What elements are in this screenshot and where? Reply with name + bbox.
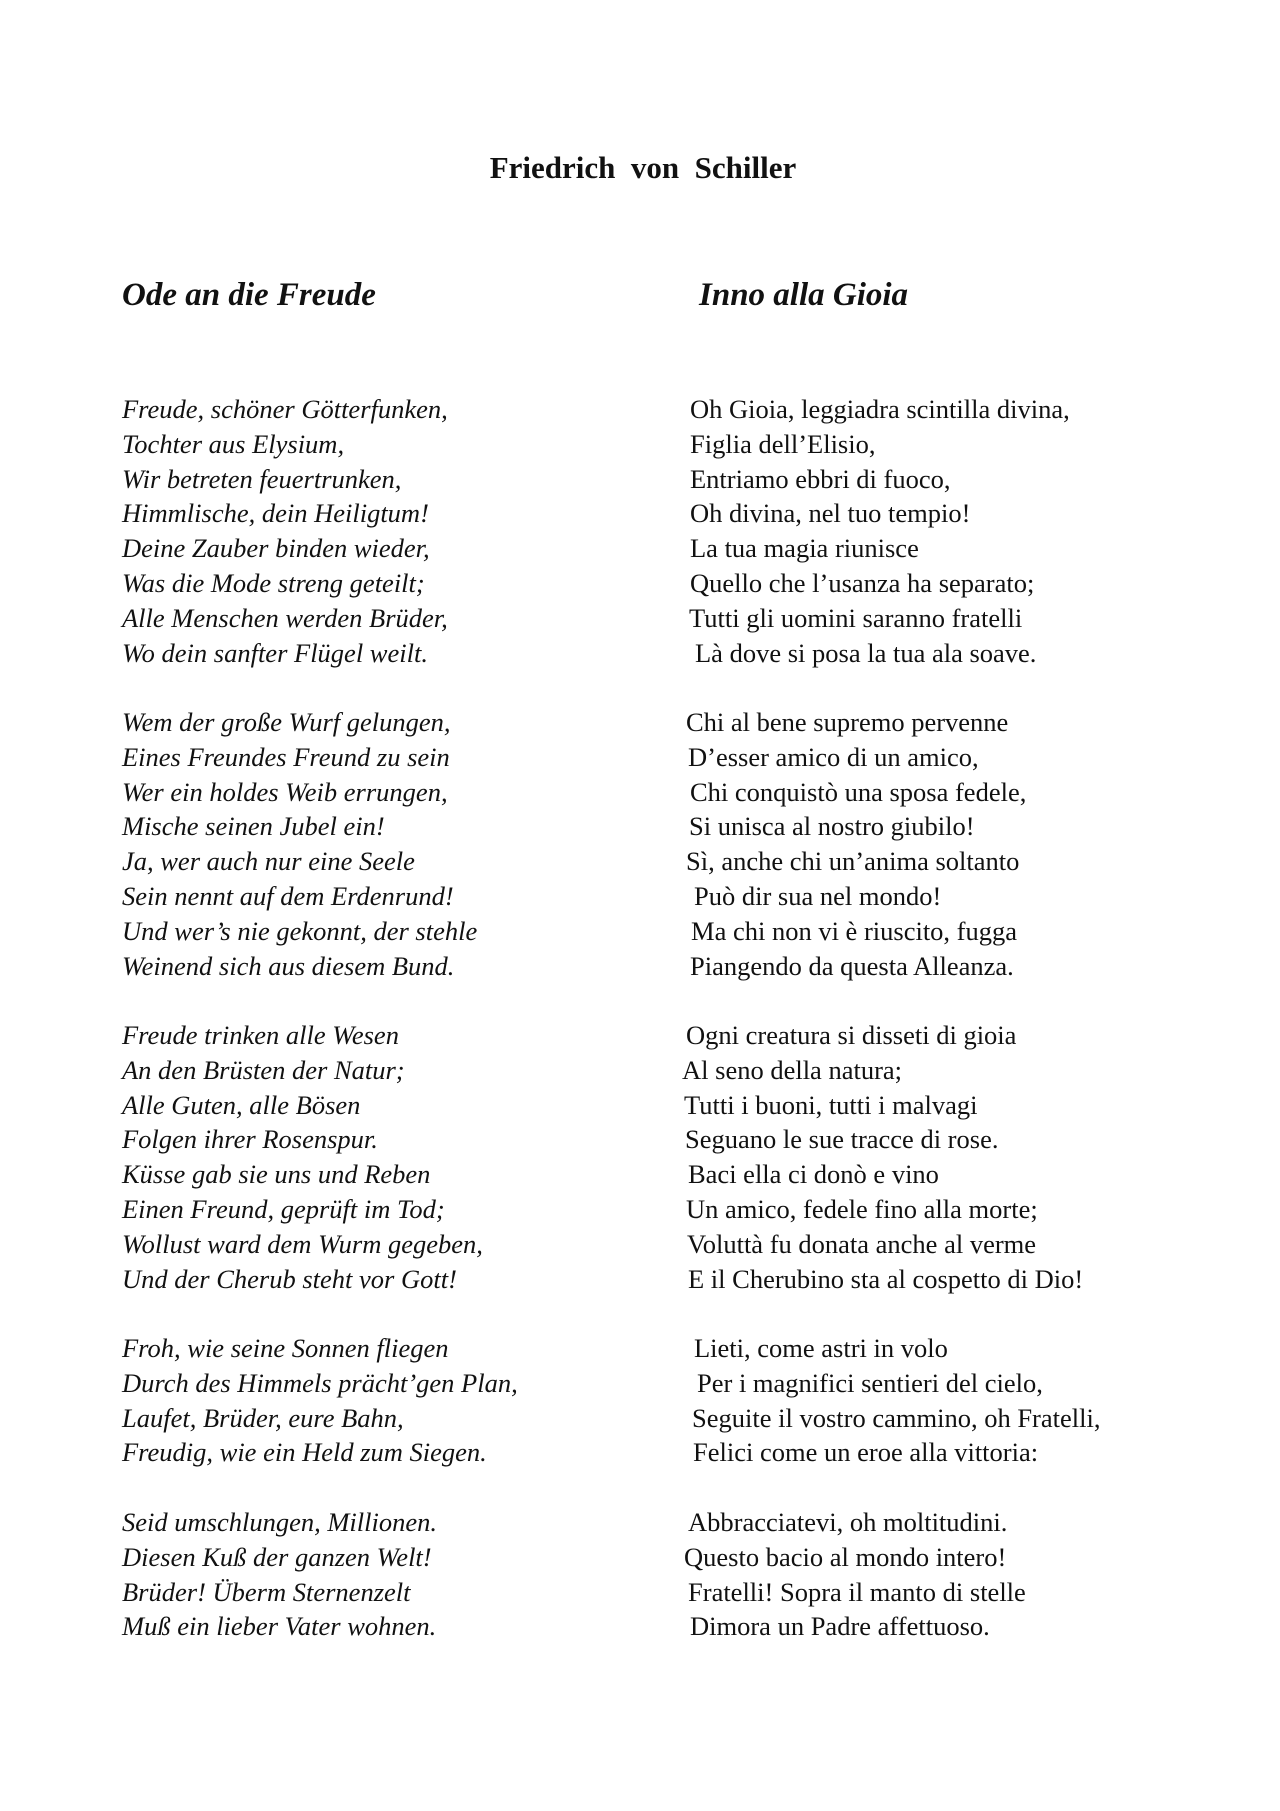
italian-stanza-3 bbox=[0, 1018, 1084, 1296]
verse-line: Dimora un Padre affettuoso. bbox=[690, 1611, 990, 1642]
verse-line: Wir betreten feuertrunken, bbox=[122, 463, 402, 494]
verse-line: Freude trinken alle Wesen bbox=[122, 1020, 399, 1050]
verse-line: An den Brüsten der Natur; bbox=[122, 1054, 405, 1085]
verse-line: Weinend sich aus diesem Bund. bbox=[122, 950, 455, 981]
verse-line: Küsse gab sie uns und Reben bbox=[122, 1159, 431, 1190]
verse-line: Oh Gioia, leggiadra scintilla divina, bbox=[690, 394, 1070, 424]
verse-line: Eines Freundes Freund zu sein bbox=[122, 741, 450, 772]
verse-line: Und der Cherub steht vor Gott! bbox=[122, 1263, 457, 1294]
verse-line: Seguano le sue tracce di rose. bbox=[685, 1124, 999, 1155]
verse-line: Oh divina, nel tuo tempio! bbox=[690, 498, 971, 529]
verse-line: Mische seinen Jubel ein! bbox=[122, 811, 385, 842]
verse-line: Wem der große Wurf gelungen, bbox=[122, 707, 451, 737]
verse-line: Seid umschlungen, Millionen. bbox=[122, 1507, 437, 1537]
verse-line: Fratelli! Sopra il manto di stelle bbox=[688, 1576, 1026, 1607]
verse-line: Sein nennt auf dem Erdenrund! bbox=[122, 880, 454, 911]
verse-line: Alle Menschen werden Brüder, bbox=[122, 602, 448, 633]
verse-line: Tutti gli uomini saranno fratelli bbox=[689, 602, 1023, 633]
verse-line: Freudig, wie ein Held zum Siegen. bbox=[122, 1437, 487, 1468]
verse-line: Diesen Kuß der ganzen Welt! bbox=[122, 1541, 432, 1572]
verse-line: Per i magnifici sentieri del cielo, bbox=[697, 1367, 1043, 1398]
verse-line: Alle Guten, alle Bösen bbox=[122, 1089, 361, 1120]
verse-line: Chi al bene supremo pervenne bbox=[686, 707, 1009, 737]
verse-line: Was die Mode streng geteilt; bbox=[122, 567, 425, 598]
verse-line: Ja, wer auch nur eine Seele bbox=[122, 846, 415, 877]
verse-line: Lieti, come astri in volo bbox=[694, 1333, 948, 1363]
italian-stanza-4 bbox=[0, 1331, 1101, 1470]
verse-line: Ma chi non vi è riuscito, fugga bbox=[691, 915, 1018, 946]
german-title: Ode an die Freude bbox=[122, 277, 376, 313]
verse-line: E il Cherubino sta al cospetto di Dio! bbox=[688, 1263, 1084, 1294]
verse-line: Figlia dell’Elisio, bbox=[690, 428, 876, 459]
italian-stanza-2 bbox=[0, 705, 1027, 983]
italian-stanza-1 bbox=[0, 392, 1070, 670]
verse-line: Baci ella ci donò e vino bbox=[688, 1159, 939, 1190]
verse-line: Entriamo ebbri di fuoco, bbox=[690, 463, 951, 494]
verse-line: Tutti i buoni, tutti i malvagi bbox=[684, 1089, 978, 1120]
verse-line: Durch des Himmels prächt’gen Plan, bbox=[122, 1367, 518, 1398]
verse-line: Voluttà fu donata anche al verme bbox=[687, 1228, 1037, 1259]
verse-line: Questo bacio al mondo intero! bbox=[684, 1541, 1007, 1572]
verse-line: Folgen ihrer Rosenspur. bbox=[122, 1124, 378, 1155]
verse-line: Wer ein holdes Weib errungen, bbox=[122, 776, 448, 807]
verse-line: Là dove si posa la tua ala soave. bbox=[695, 637, 1037, 668]
verse-line: Felici come un eroe alla vittoria: bbox=[693, 1437, 1039, 1468]
verse-line: Abbracciatevi, oh moltitudini. bbox=[688, 1507, 1008, 1537]
verse-line: Brüder! Überm Sternenzelt bbox=[122, 1576, 411, 1607]
verse-line: Un amico, fedele fino alla morte; bbox=[686, 1193, 1038, 1224]
verse-line: D’esser amico di un amico, bbox=[688, 741, 979, 772]
verse-line: Seguite il vostro cammino, oh Fratelli, bbox=[692, 1402, 1101, 1433]
verse-line: Ogni creatura si disseti di gioia bbox=[686, 1020, 1017, 1050]
verse-line: Einen Freund, geprüft im Tod; bbox=[122, 1193, 445, 1224]
verse-line: Piangendo da questa Alleanza. bbox=[690, 950, 1014, 981]
italian-stanza-5 bbox=[0, 1505, 1026, 1644]
verse-line: Quello che l’usanza ha separato; bbox=[690, 567, 1035, 598]
verse-line: Wollust ward dem Wurm gegeben, bbox=[122, 1228, 483, 1259]
italian-title: Inno alla Gioia bbox=[699, 277, 909, 313]
verse-line: Può dir sua nel mondo! bbox=[694, 880, 942, 911]
verse-line: Sì, anche chi un’anima soltanto bbox=[686, 846, 1020, 877]
verse-line: Si unisca al nostro giubilo! bbox=[689, 811, 975, 842]
verse-line: Muß ein lieber Vater wohnen. bbox=[122, 1611, 437, 1642]
verse-line: Al seno della natura; bbox=[682, 1054, 903, 1085]
verse-line: Freude, schöner Götterfunken, bbox=[122, 394, 448, 424]
verse-line: Froh, wie seine Sonnen fliegen bbox=[122, 1333, 449, 1363]
author-heading: Friedrich von Schiller bbox=[489, 150, 797, 185]
verse-line: Deine Zauber binden wieder, bbox=[122, 533, 430, 564]
verse-line: Wo dein sanfter Flügel weilt. bbox=[122, 637, 428, 668]
verse-line: Chi conquistò una sposa fedele, bbox=[690, 776, 1027, 807]
verse-line: Himmlische, dein Heiligtum! bbox=[122, 498, 429, 529]
verse-line: Laufet, Brüder, eure Bahn, bbox=[122, 1402, 404, 1433]
verse-line: La tua magia riunisce bbox=[690, 533, 919, 564]
verse-line: Und wer’s nie gekonnt, der stehle bbox=[122, 915, 478, 946]
verse-line: Tochter aus Elysium, bbox=[122, 428, 345, 459]
